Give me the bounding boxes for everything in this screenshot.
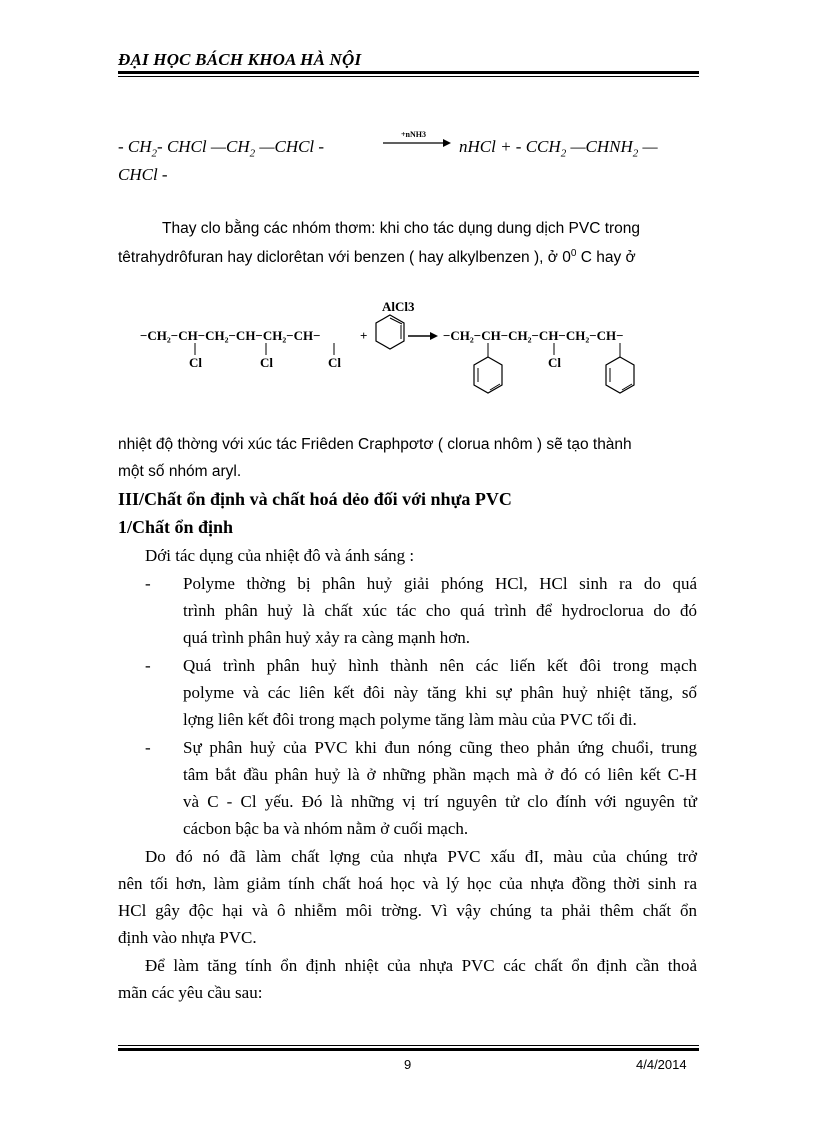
para3-line2: nên tối hơn, làm giảm tính chất hoá học và lý học của nhựa đồng thời sinh ra xyxy=(118,874,697,893)
plus-sign: + xyxy=(360,328,368,343)
bullet3-line4: cácbon bậc ba và nhóm nằm ở cuối mạch. xyxy=(183,819,469,838)
bullet2-line2: polyme và các liên kết đôi này tăng khi sự phân huỷ nhiệt tăng, số xyxy=(183,683,697,702)
bullet3-line3: và C - Cl yếu. Đó là những vị trí nguyên tử clo đính với nguyên tử xyxy=(183,792,697,811)
para2-line2: một số nhóm aryl. xyxy=(118,463,242,480)
eq-sub: 2 xyxy=(560,147,567,160)
para3-line3: HCl gây độc hại và ô nhiễm môi trờng. Vì vậy chúng ta phải thêm chất ổn xyxy=(118,901,697,920)
footer-date: 4/4/2014 xyxy=(636,1057,687,1072)
arrow-label: +nNH3 xyxy=(401,130,427,139)
footer-rule-thick xyxy=(118,1048,699,1051)
bullet-dash-1: - xyxy=(145,574,151,593)
para1-text: C hay ở xyxy=(576,249,636,266)
footer-rule-thin xyxy=(118,1045,699,1046)
equation-line-1 xyxy=(118,136,324,158)
cl-substituent-1: Cl xyxy=(189,355,202,370)
right-polymer-chain: −CH₂−CH−CH₂−CH−CH₂−CH− xyxy=(443,328,624,343)
eq-part: —CHNH xyxy=(566,137,633,156)
cl-substituent-4: Cl xyxy=(548,355,561,370)
eq-part: — xyxy=(638,137,658,156)
page-number: 9 xyxy=(404,1057,412,1072)
header-rule-thick xyxy=(118,71,699,74)
bullet-dash-2: - xyxy=(145,656,151,675)
section-heading: III/Chất ổn định và chất hoá dẻo đối với nhựa PVC xyxy=(118,489,512,509)
bullet2-line1: Quá trình phân huỷ hình thành nên các liến kết đôi trong mạch xyxy=(183,656,697,675)
bullet-dash-3: - xyxy=(145,738,151,757)
intro-line: Dới tác dụng của nhiệt đô và ánh sáng : xyxy=(145,546,415,565)
eq-sub: 2 xyxy=(632,147,639,160)
bullet1-line1: Polyme thờng bị phân huỷ giải phóng HCl, HCl sinh ra do quá xyxy=(183,574,697,593)
bullet1-line2: trình phân huỷ là chất xúc tác cho quá trình để hydroclorua do đó xyxy=(183,601,697,620)
left-polymer-chain: −CH₂−CH−CH₂−CH−CH₂−CH− xyxy=(140,328,321,343)
cl-substituent-3: Cl xyxy=(328,355,341,370)
para3-line1: Do đó nó đã làm chất lợng của nhựa PVC xấu đI, màu của chúng trở xyxy=(145,847,697,866)
para4-line1: Để làm tăng tính ổn định nhiệt của nhựa PVC các chất ổn định cần thoả xyxy=(145,956,697,975)
equation-line-2: CHCl - xyxy=(118,165,168,184)
benzene-ring-reactant xyxy=(376,315,404,349)
header-rule-thin xyxy=(118,76,699,77)
equation-line-1-right xyxy=(459,136,658,158)
eq-part: - CH xyxy=(118,137,152,156)
degree-sup: 0 xyxy=(570,247,577,259)
bullet1-line3: quá trình phân huỷ xảy ra càng mạnh hơn. xyxy=(183,628,471,647)
cl-substituent-2: Cl xyxy=(260,355,273,370)
reaction-arrow-1 xyxy=(383,131,451,151)
eq-part: - CHCl —CH xyxy=(157,137,250,156)
left-chain-bonds xyxy=(195,343,334,355)
para1-line2 xyxy=(118,247,636,269)
benzene-ring-product-1 xyxy=(474,357,502,393)
header-title: ĐẠI HỌC BÁCH KHOA HÀ NỘI xyxy=(118,50,362,69)
bullet3-line1: Sự phân huỷ của PVC khi đun nóng cũng theo phản ứng chuổi, trung xyxy=(183,738,697,757)
eq-part: nHCl + - CCH xyxy=(459,137,561,156)
bullet3-line2: tâm bắt đầu phân huỷ là ở những phần mạch mà ở đó có liên kết C-H xyxy=(183,765,697,784)
eq-sub: 2 xyxy=(151,147,158,160)
catalyst-label: AlCl3 xyxy=(382,299,415,314)
para2-line1: nhiệt độ thờng với xúc tác Friêden Craphpơtơ ( clorua nhôm ) sẽ tạo thành xyxy=(118,436,632,453)
arrow-icon xyxy=(383,131,451,151)
bullet2-line3: lợng liên kết đôi trong mạch polyme tăng làm màu của PVC tối đi. xyxy=(183,710,637,729)
para3-line4: định vào nhựa PVC. xyxy=(118,928,257,947)
friedel-crafts-reaction-diagram xyxy=(140,293,660,413)
eq-part: —CHCl - xyxy=(255,137,325,156)
para1-line1: Thay clo bằng các nhóm thơm: khi cho tác dụng dung dịch PVC trong xyxy=(162,220,641,237)
eq-sub: 2 xyxy=(249,147,256,160)
benzene-ring-product-2 xyxy=(606,357,634,393)
subsection-heading: 1/Chất ổn định xyxy=(118,517,234,537)
para1-text: têtrahydrôfuran hay diclorêtan với benzen ( hay alkylbenzen ), ở 0 xyxy=(118,249,571,266)
para4-line2: mãn các yêu cầu sau: xyxy=(118,983,263,1002)
reaction-arrow-2 xyxy=(408,332,438,340)
